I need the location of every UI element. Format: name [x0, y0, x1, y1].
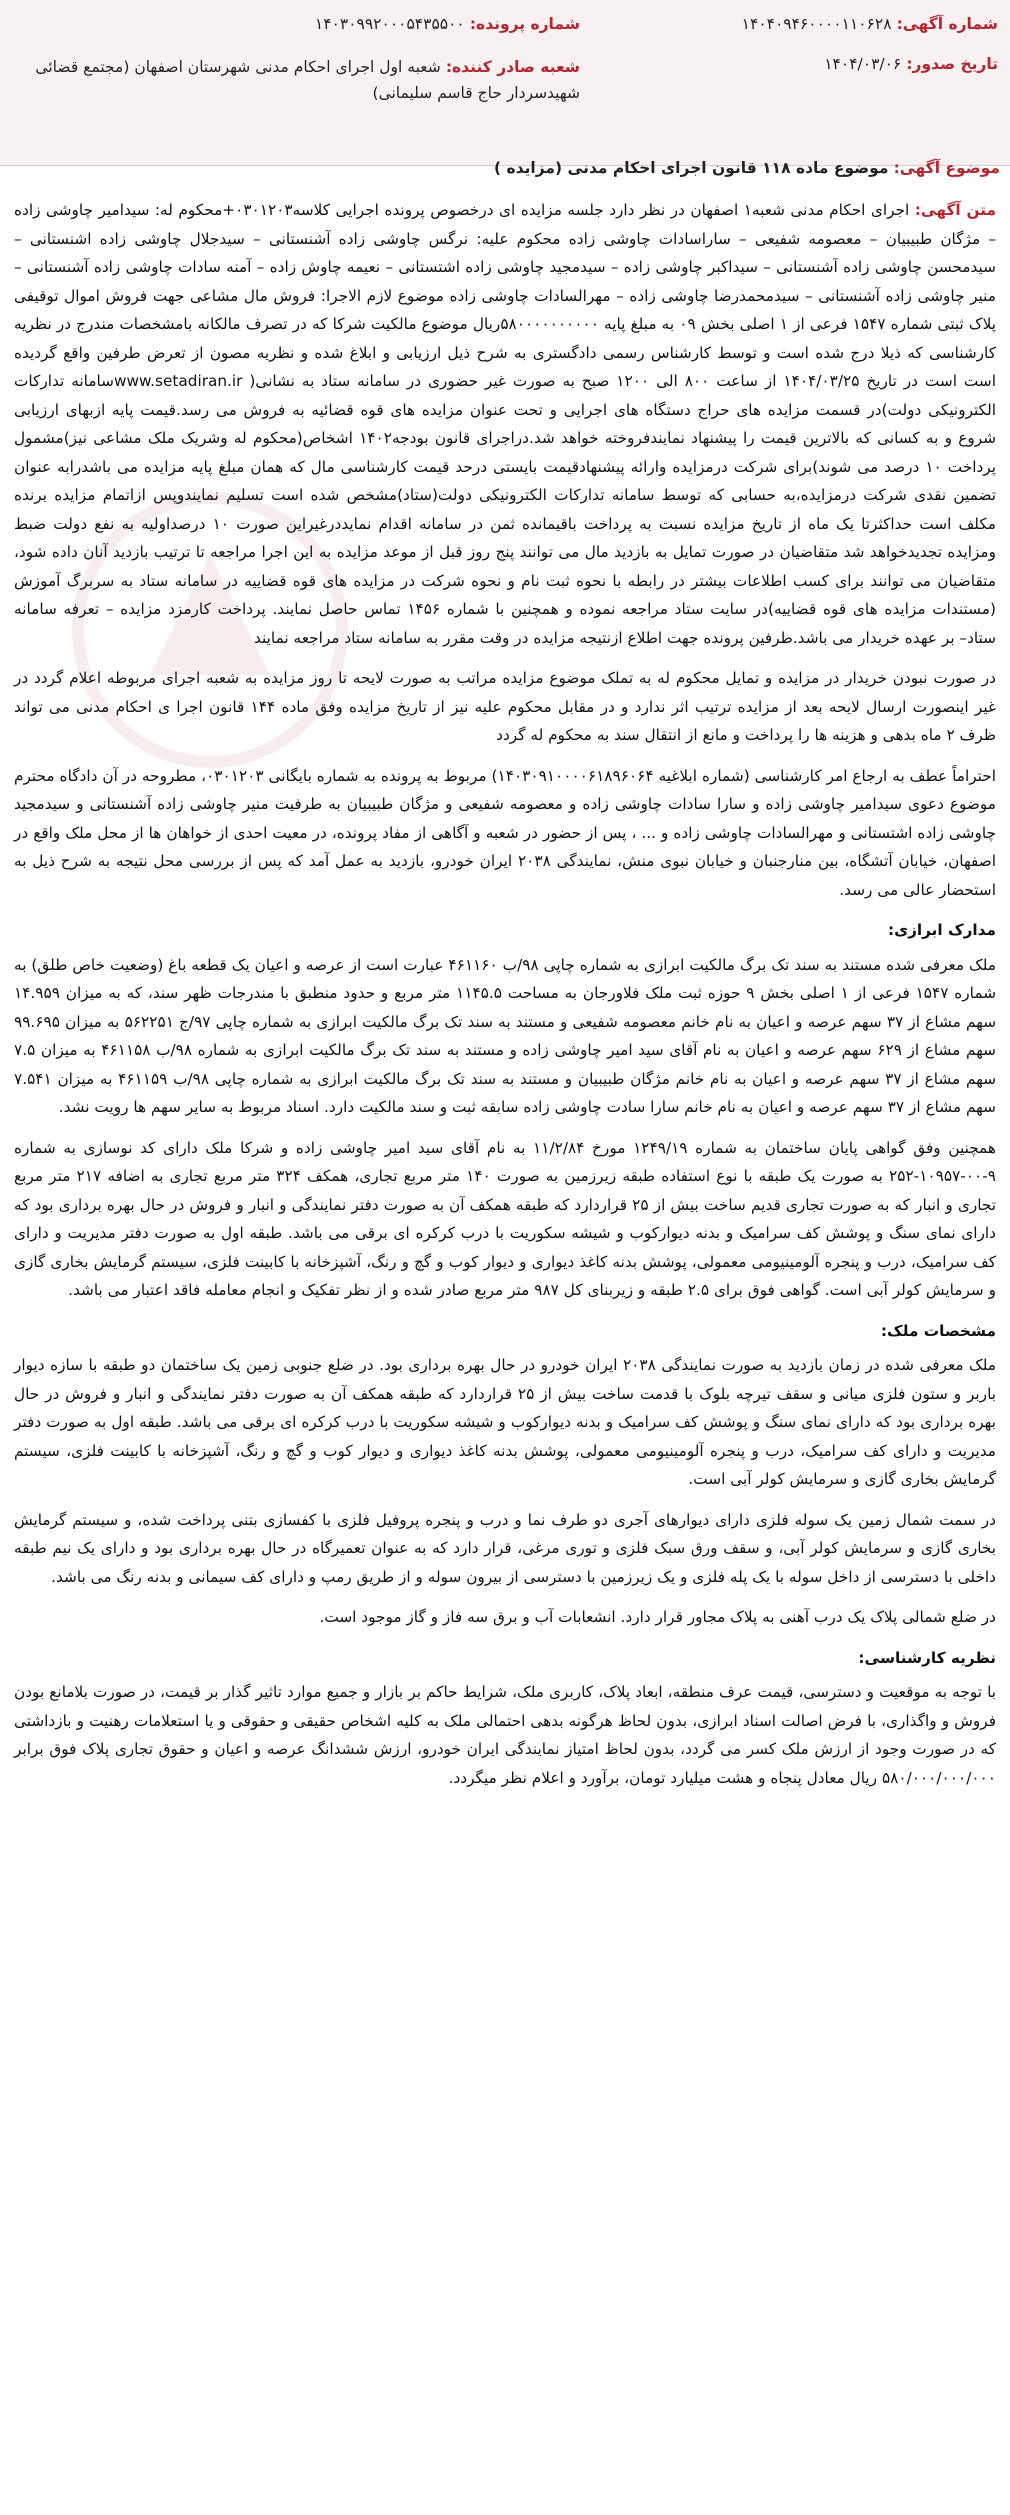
body-text-5: همچنین وفق گواهی پایان ساختمان به شماره ۱۲۴۹/۱۹ مورخ ۱۱/۲/۸۴ به نام آقای سید امیر چاوشی زاده و شرکا ملک دارای کد نوسازی به شماره ۹-۰۰-۱۰۹۵۷-۲۵۲ به صورت یک طبقه با نوع استفاده طبقه زیرزمین به صورت ۱۴۰ متر مربع تجاری، همکف ۳۲۴ متر مربع تجاری به اضافه ۲۱۷ متر مربع تجاری و انبار که به صورت تجاری قدیم ساخت بیش از ۲۵ قراردارد که طبقه همکف آن به صورت دفتر نمایندگی و انبار و فروش در حال بهره برداری بود که دارای نمای سنگ و پوشش کف سرامیک و بدنه دیوارکوب و شیشه سکوریت با درب کرکره ای برقی می باشد. طبقه اول به صورت دفتر مدیریت و دارای کف سرامیک، درب و پنجره آلومینیومی معمولی، پوشش بدنه کاغذ دیواری و دیوار کوب و گچ و رنگ، آشپزخانه با کابینت فلزی، سیستم گرمایش بخاری گازی و سرمایش کولر آبی است.	[14, 1138, 997, 1299]
case-number-label: شماره پرونده:	[469, 15, 580, 33]
issue-date-label: تاریخ صدور:	[906, 55, 998, 73]
issuing-branch-label: شعبه صادر کننده:	[445, 58, 580, 76]
issue-date	[824, 54, 998, 73]
body-paragraph-8: در ضلع شمالی پلاک یک درب آهنی به پلاک مجاور قرار دارد. انشعابات آب و برق سه فاز و گاز موجود است.	[319, 1608, 996, 1626]
body-paragraph-5	[14, 1134, 996, 1305]
section-specs-title: مشخصات ملک:	[880, 1321, 996, 1340]
body-paragraph-6: ملک معرفی شده در زمان بازدید به صورت نمایندگی ۲۰۳۸ ایران خودرو در حال بهره برداری بود. در ضلع جنوبی زمین یک ساختمان دو طبقه با سازه دیوار باربر و ستون فلزی میانی و سقف تیرچه بلوک با قدمت ساخت بیش از ۲۵ قراردارد که طبقه همکف آن به صورت دفتر نمایندگی و انبار و فروش در حال بهره برداری بود که دارای نمای سنگ و پوشش کف سرامیک و بدنه دیوارکوب و شیشه سکوریت با درب کرکره ای برقی می باشد. طبقه اول به صورت دفتر مدیریت و دارای کف سرامیک، درب و پنجره آلومینیومی معمولی، پوشش بدنه کاغذ دیواری و دیوار کوب و گچ و رنگ، آشپزخانه با کابینت فلزی، سیستم گرمایش بخاری گازی و سرمایش کولر آبی است.	[14, 1356, 996, 1488]
case-number-value: ۱۴۰۳۰۹۹۲۰۰۰۵۴۳۵۵۰۰	[314, 15, 465, 33]
body-text-5b: گواهی فوق برای ۲.۵ طبقه و زیربنای کل ۹۸۷ متر مربع صادر شده و از نظر تفکیک و انجام معامله فاقد اعتبار می باشد.	[68, 1281, 820, 1299]
body-label: متن آگهی:	[914, 201, 996, 219]
issue-date-value: ۱۴۰۴/۰۳/۰۶	[824, 55, 902, 73]
body-paragraph-3: احتراماً عطف به ارجاع امر کارشناسی (شماره ابلاغیه ۱۴۰۳۰۹۱۰۰۰۰۶۱۸۹۶۰۶۴) مربوط به پرونده به شماره بایگانی ۰۳۰۱۲۰۳، مطروحه در آن دادگاه محترم موضوع دعوی سیدامیر چاوشی زاده و سارا سادات چاوشی زاده و معصومه شفیعی و مژگان طبیبیان به طرفیت منیر چاوشی زاده آشنستانی و سیدمجید چاوشی زاده اشتستانی و مهرالسادات چاوشی زاده و ... ، پس از حضور در شعبه و آگاهی از مفاد پرونده، در معیت احدی از خواهان ها از محل ملک واقع در اصفهان، خیابان آتشگاه، بین منارجنبان و خیابان نبوی منش، نمایندگی ۲۰۳۸ ایران خودرو، بازدید به عمل آمد که پس از بررسی محل نتیجه به شرح ذیل به استحضار عالی می رسد.	[14, 766, 996, 899]
body-paragraph-9: با توجه به موقعیت و دسترسی، قیمت عرف منطقه، ابعاد پلاک، کاربری ملک، شرایط حاکم بر بازار و جمیع موارد تاثیر گذار بر قیمت، در صورت بلامانع بودن فروش و واگذاری، با فرض اصالت اسناد ابرازی، بدون لحاظ هرگونه بدهی احتمالی ملک به کلیه اشخاص حقیقی و حقوقی و یا استعلامات رهنیت و بازداشتی که در صورت وجود از ارزش ملک کسر می گردد، بدون لحاظ امتیاز نمایندگی ایران خودرو، ارزش ششدانگ عرصه و اعیان و حقوق تجاری پلاک فوق برابر ۵۸۰/۰۰۰/۰۰۰/۰۰۰ ریال معادل پنجاه و هشت میلیارد تومان، برآورد و اعلام نظر میگردد.	[14, 1683, 996, 1787]
subject-label: موضوع آگهی:	[893, 159, 1000, 177]
body-paragraph-4: ملک معرفی شده مستند به سند تک برگ مالکیت ابرازی به شماره چاپی ۹۸/ب ۴۶۱۱۶۰ عبارت است از عرصه و اعیان یک قطعه باغ (وضعیت خاص طلق) به شماره ۱۵۴۷ فرعی از ۱ اصلی بخش ۹ حوزه ثبت ملک فلاورجان به مساحت ۱۱۴۵.۵ متر مربع و حدود منطبق با مندرجات ظهر سند، که به میزان ۱۴.۹۵۹ سهم مشاع از ۳۷ سهم عرصه و اعیان به نام خانم معصومه شفیعی و مستند به سند تک برگ مالکیت ابرازی به شماره چاپی ۹۷/ج ۵۶۲۲۵۱ به میزان ۹۹.۶۹۵ سهم مشاع از ۶۲۹ سهم عرصه و اعیان به نام آقای سید امیر چاوشی زاده و مستند به سند تک برگ مالکیت ابرازی به شماره ۹۸/ب ۴۶۱۱۵۸ به میزان ۷.۵ سهم مشاع از ۳۷ سهم عرصه و اعیان به نام خانم مژگان طبیبیان و مستند به سند تک برگ مالکیت ابرازی به شماره چاپی ۹۸/ب ۴۶۱۱۵۹ به میزان ۷.۵۴۱ سهم مشاع از ۳۷ سهم عرصه و اعیان به نام خانم سارا سادت چاوشی زاده سابقه ثبت و سند مالکیت دارد. اسناد مربوط به سایر سهم ها رویت نشد.	[14, 955, 997, 1116]
section-opinion-title: نظریه کارشناسی:	[858, 1648, 996, 1667]
body-paragraph-7: در سمت شمال زمین یک سوله فلزی دارای دیوارهای آجری دو طرف نما و درب و پنجره پروفیل فلزی با کفسازی بتنی پرداخت شده، و سیستم گرمایش بخاری گازی و سرمایش کولر آبی، و سقف ورق سبک فلزی و توری مرغی، قرار دارد که به عنوان تعمیرگاه در حال بهره برداری بود و دارای یک نیم طبقه داخلی با دسترسی از داخل سوله با یک پله فلزی و یک زیرزمین با دسترسی از بیرون سوله و از طریق رمپ و دارای کف سیمانی و بدنه رنگ می باشد.	[14, 1510, 996, 1586]
ad-header	[0, 0, 1010, 166]
ad-number-label: شماره آگهی:	[896, 15, 998, 33]
section-documents-title: مدارک ابرازی:	[887, 921, 996, 939]
case-number	[315, 14, 580, 33]
issuing-branch-value: شعبه اول اجرای احکام مدنی شهرستان اصفهان (مجتمع قضائی شهیدسردار حاج قاسم سلیمانی)	[35, 58, 580, 102]
ad-body	[14, 196, 996, 1804]
body-paragraph-1	[14, 196, 996, 652]
body-text-1: اجرای احکام مدنی شعبه۱ اصفهان در نظر دارد جلسه مزایده ای درخصوص پرونده اجرایی کلاسه۰۳۰۱۲۰۳+محکوم له: سیدامیر چاوشی زاده – مژگان طبیبیان – معصومه شفیعی – ساراسادات چاوشی زاده محکوم علیه: نرگس چاوشی زاده آشنستانی – سیدجلال چاوشی زاده اشنستانی – سیدمحسن چاوشی زاده آشنستانی – سیداکبر چاوشی زاده – سیدمجید چاوشی زاده اشتستانی – نعیمه چاوش زاده – آمنه سادات چاوشی زاده آشنستانی – منیر چاوشی زاده آشنستانی – سیدمحمدرضا چاوشی زاده – مهرالسادات چاوشی زاده موضوع لازم الاجرا: فروش مال مشاعی جهت فروش اموال توقیفی پلاک ثبتی شماره ۱۵۴۷ فرعی از ۱ اصلی بخش ۰۹ به مبلغ پایه ۵۸۰۰۰۰۰۰۰۰۰۰ریال موضوع مالکیت شرکا که در تصرف مالکانه بامشخصات مندرج در نظریه کارشناسی که ذیلا درج شده است و توسط کارشناس رسمی دادگستری به شرح ذیل ارزیابی و ابلاغ شده و نظریه مصون از تعرض طرفین واقع گردیده است است در تاریخ ۱۴۰۴/۰۳/۲۵ از ساعت ۸۰۰ الی ۱۲۰۰ صبح به صورت غیر حضوری در سامانه ستاد به نشانی( www.setadiran.irسامانه تدارکات الکترونیکی دولت)در قسمت مزایده های حراج دستگاه های اجرایی و تحت عنوان مزایده های قوه قضائیه به فروش می رسد.قیمت پایه ازبهای ارزیابی شروع و به کسانی که بالاترین قیمت را پیشنهاد نمایندفروخته خواهد شد.دراجرای قانون بودجه۱۴۰۲ اشخاص(محکوم له وشریک ملک مشاعی نیز)مشمول پرداخت ۱۰ درصد می شوند)برای شرکت درمزایده وارائه پیشنهادقیمت بایستی درحد قیمت کارشناسی مال که همان مبلغ پایه مزایده می باشدرابه عنوان تضمین نقدی شرکت درمزایده،به حسابی که توسط سامانه تدارکات الکترونیکی دولت(ستاد)مشخص شده است تسلیم نمایندوپس ازاتمام مزایده برنده مکلف است حداکثرتا یک ماه از تاریخ مزایده نسبت به پرداخت باقیمانده ثمن در سامانه اقدام نمایددرغیراین صورت ۱۰ درصداولیه به نفع دولت ضبط ومزایده تجدیدخواهد شد متقاضیان در صورت تمایل به بازدید مال می توانند پنج روز قبل از موعد مزایده به این اجرا مراجعه تا ترتیب بازدید آنان داده شود، متقاضیان می توانند برای کسب اطلاعات بیشتر در رابطه با نحوه ثبت نام و نحوه شرکت در مزایده های قوه قضاییه در سامانه ستاد به سربرگ آموزش (مستندات مزایده های قوه قضاییه)در سایت ستاد مراجعه نموده و همچنین با شماره ۱۴۵۶ تماس حاصل نمایند. پرداخت کارمزد مزایده – تعرفه سامانه ستاد– بر عهده خریدار می باشد.طرفین پرونده جهت اطلاع ازنتیجه مزایده در وقت مقرر به سامانه ستاد مراجعه نمایند	[14, 201, 997, 647]
ad-subject	[10, 158, 1000, 188]
issuing-branch	[20, 54, 580, 106]
ad-number	[742, 14, 998, 33]
body-paragraph-2: در صورت نبودن خریدار در مزایده و تمایل محکوم له به تملک موضوع مزایده مراتب به صورت لایحه تا روز مزایده به شعبه اجرای مربوطه اعلام گردد در غیر اینصورت ارسال لایحه بعد از مزایده ترتیب اثر ندارد و در مقابل محکوم علیه نیز از تاریخ مزایده وفق ماده ۱۴۴ قانون اجرا ی احکام مدنی می تواند ظرف ۲ ماه بدهی و هزینه ها را پرداخت و مانع از انتقال سند به محکوم له گردد	[14, 669, 996, 744]
ad-number-value: ۱۴۰۴۰۹۴۶۰۰۰۰۱۱۰۶۲۸	[741, 15, 892, 33]
subject-value: موضوع ماده ۱۱۸ قانون اجرای احکام مدنی (مزایده )	[494, 159, 889, 177]
